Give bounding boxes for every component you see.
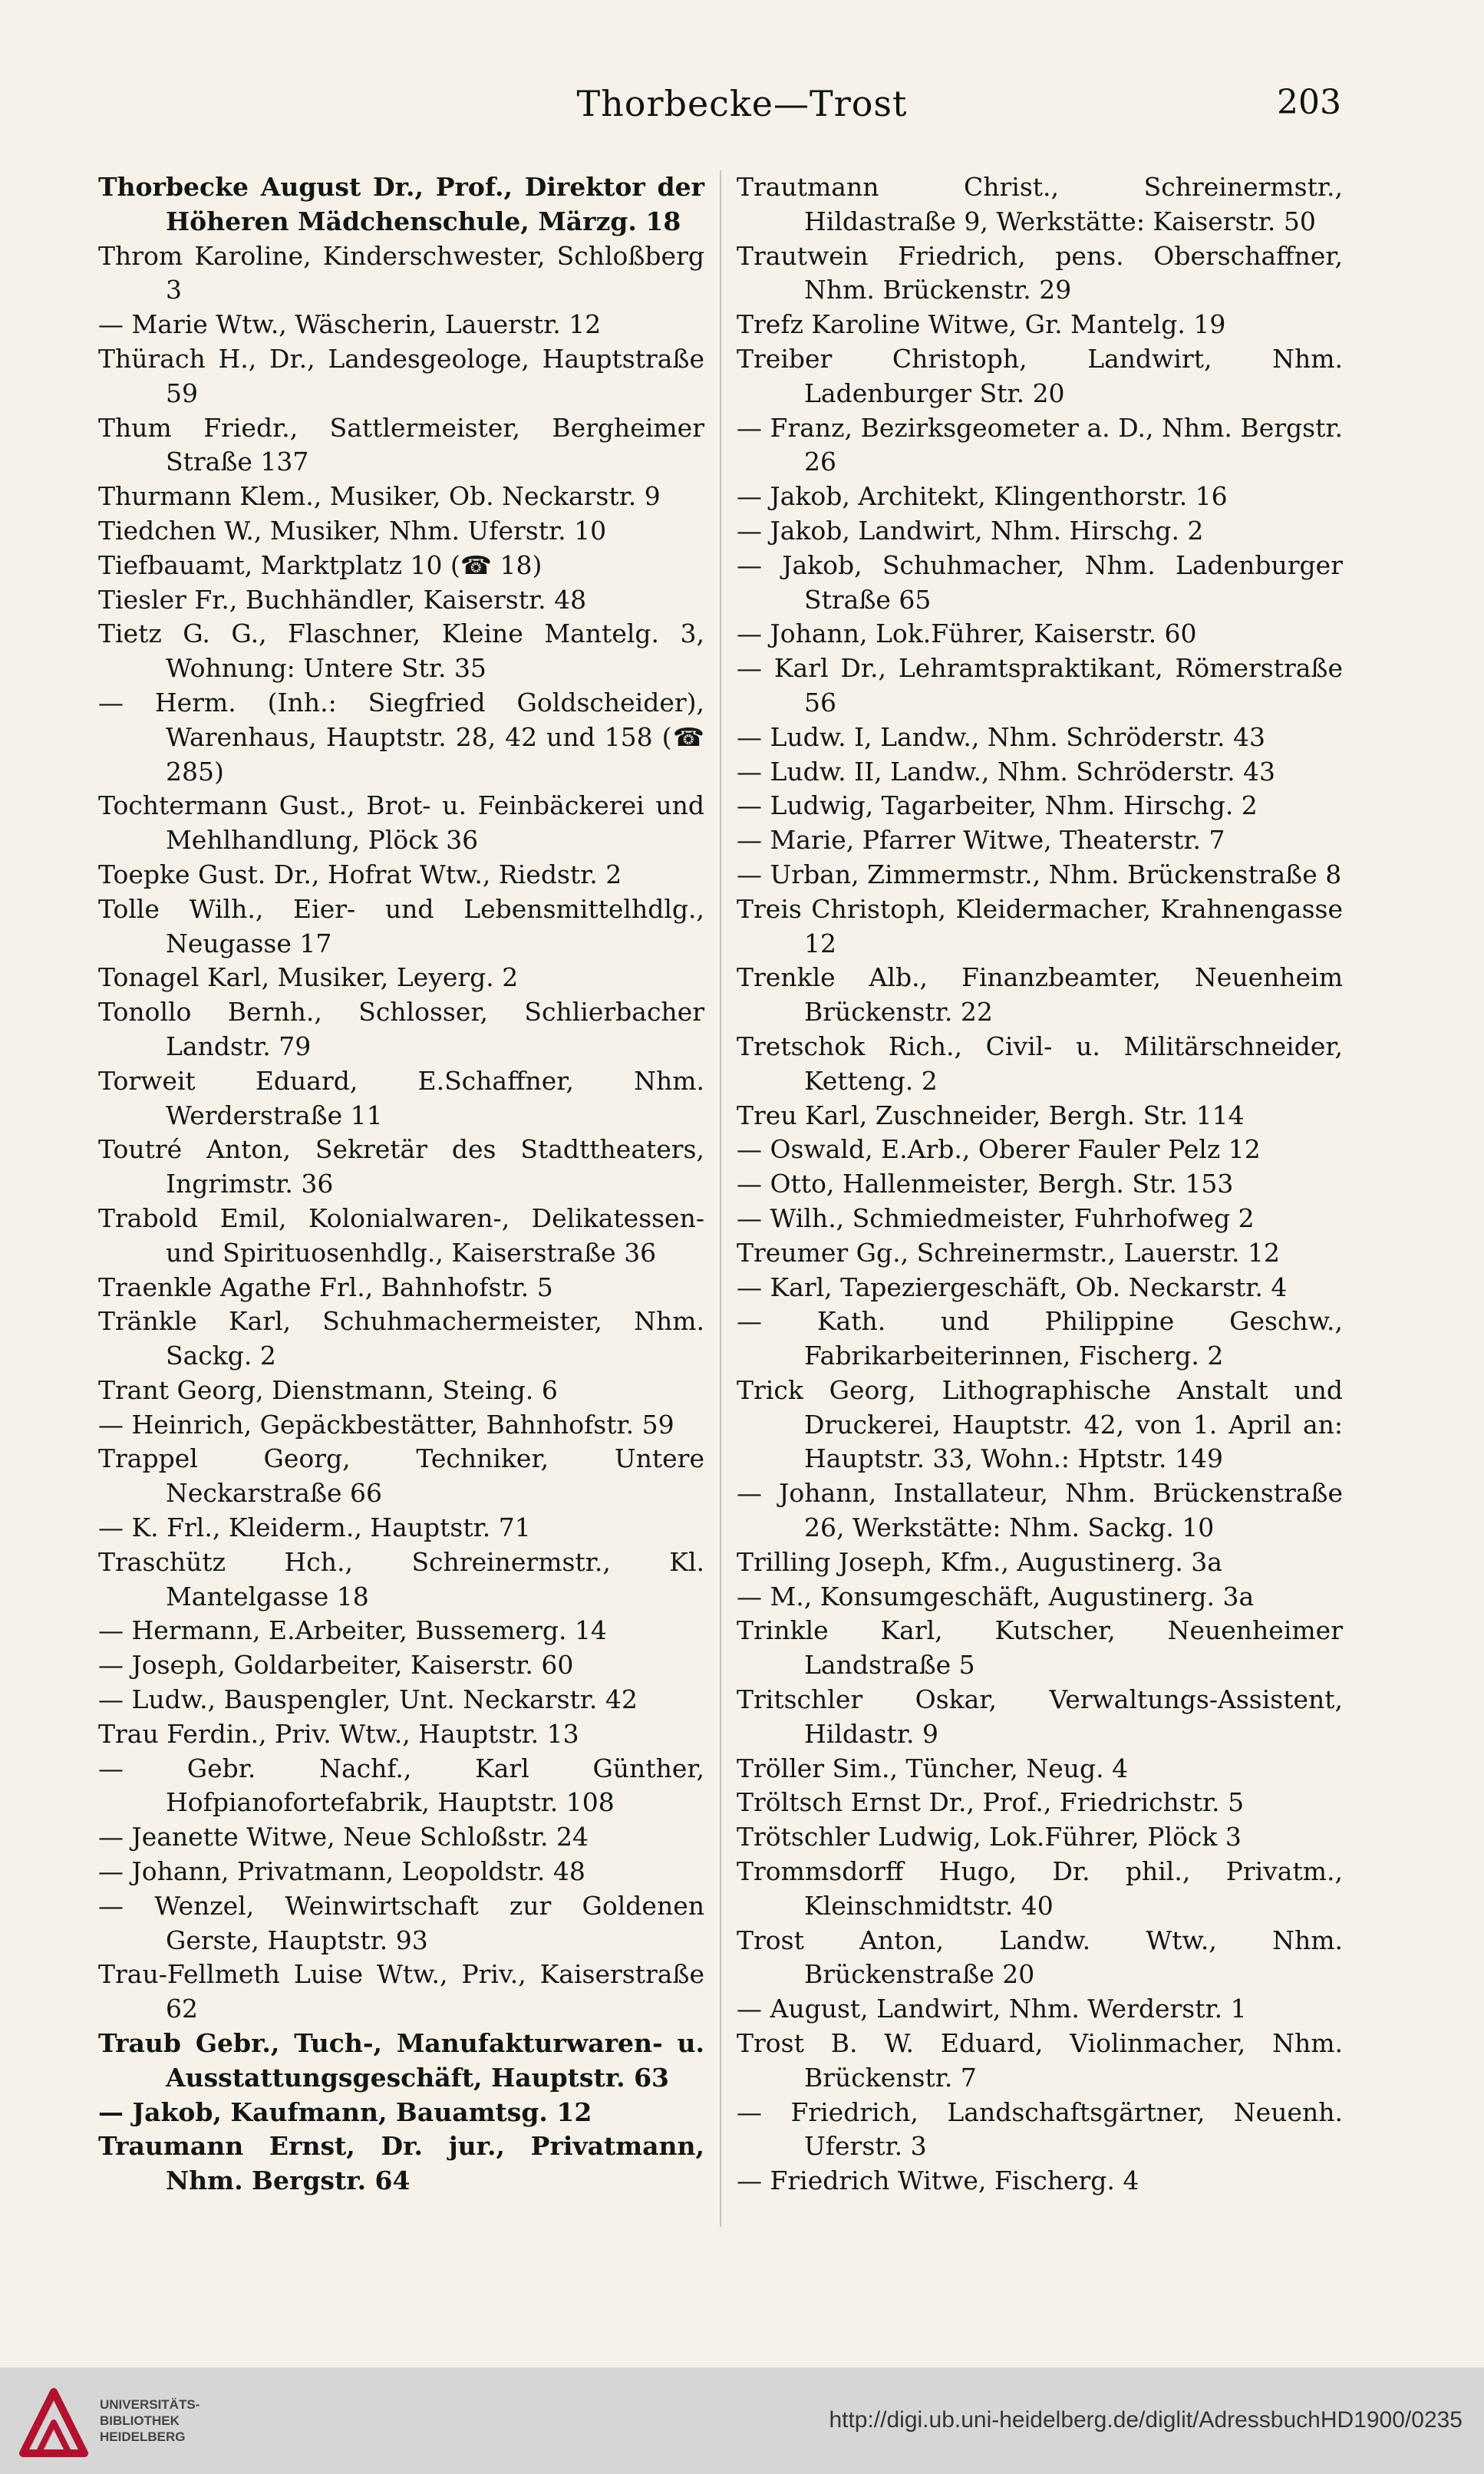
directory-entry: Treu Karl, Zuschneider, Bergh. Str. 114 xyxy=(737,1100,1245,1130)
directory-entry: Treis Christoph, Kleidermacher, Krahnengasse 12 xyxy=(737,893,1343,958)
directory-entry: Traub Gebr., Tuch-, Manufakturwaren- u. Ausstattungsgeschäft, Hauptstr. 63 xyxy=(98,2028,704,2093)
directory-entry: Tritschler Oskar, Verwaltungs-Assistent, Hildastr. 9 xyxy=(737,1684,1343,1749)
directory-entry: — Ludw. I, Landw., Nhm. Schröderstr. 43 xyxy=(737,721,1266,752)
directory-entry: — Heinrich, Gepäckbestätter, Bahnhofstr. 59 xyxy=(98,1409,674,1440)
directory-entry: Trilling Joseph, Kfm., Augustinerg. 3a xyxy=(737,1546,1222,1577)
footer-bar xyxy=(0,2367,1484,2474)
directory-entry: Trefz Karoline Witwe, Gr. Mantelg. 19 xyxy=(737,309,1226,340)
directory-entry: Tochtermann Gust., Brot- u. Feinbäckerei und Mehlhandlung, Plöck 36 xyxy=(98,790,704,856)
directory-entry: Throm Karoline, Kinderschwester, Schloßberg 3 xyxy=(98,240,704,305)
directory-entry: — Oswald, E.Arb., Oberer Fauler Pelz 12 xyxy=(737,1134,1261,1165)
directory-entry: Tiesler Fr., Buchhändler, Kaiserstr. 48 xyxy=(98,584,587,615)
page-header xyxy=(0,83,1484,137)
directory-entry: Trost B. W. Eduard, Violinmacher, Nhm. Brückenstr. 7 xyxy=(737,2028,1343,2093)
directory-entry: Traschütz Hch., Schreinermstr., Kl. Mantelgasse 18 xyxy=(98,1546,704,1611)
directory-entry: — Jakob, Landwirt, Nhm. Hirschg. 2 xyxy=(737,515,1204,546)
directory-entry: Tränkle Karl, Schuhmachermeister, Nhm. Sackg. 2 xyxy=(98,1306,704,1371)
directory-entry: Traumann Ernst, Dr. jur., Privatmann, Nhm. Bergstr. 64 xyxy=(98,2131,704,2196)
directory-entry: — Jakob, Schuhmacher, Nhm. Ladenburger Straße 65 xyxy=(737,549,1343,615)
directory-entry: Trötschler Ludwig, Lok.Führer, Plöck 3 xyxy=(737,1822,1242,1852)
directory-entry: Trabold Emil, Kolonialwaren-, Delikatessen- und Spirituosenhdlg., Kaiserstraße 36 xyxy=(98,1202,704,1268)
directory-entry: — Herm. (Inh.: Siegfried Goldscheider), Warenhaus, Hauptstr. 28, 42 und 158 (☎ 285) xyxy=(98,687,704,787)
page-number: 203 xyxy=(1277,83,1341,122)
directory-entry: Trau-Fellmeth Luise Wtw., Priv., Kaiserstraße 62 xyxy=(98,1959,704,2024)
directory-entry: — Ludw. II, Landw., Nhm. Schröderstr. 43 xyxy=(737,756,1276,787)
library-name-line: UNIVERSITÄTS- xyxy=(100,2397,200,2412)
directory-entry: Trau Ferdin., Priv. Wtw., Hauptstr. 13 xyxy=(98,1718,579,1749)
directory-entry: Tiefbauamt, Marktplatz 10 (☎ 18) xyxy=(98,549,542,580)
directory-entry: Torweit Eduard, E.Schaffner, Nhm. Werderstraße 11 xyxy=(98,1065,704,1130)
left-column xyxy=(98,170,704,2199)
directory-entry: Thorbecke August Dr., Prof., Direktor der Höheren Mädchenschule, Märzg. 18 xyxy=(98,172,704,236)
directory-entry: — Joseph, Goldarbeiter, Kaiserstr. 60 xyxy=(98,1650,574,1681)
directory-entry: — Jakob, Kaufmann, Bauamtsg. 12 xyxy=(98,2096,592,2127)
source-url-link[interactable]: http://digi.ub.uni-heidelberg.de/diglit/AdressbuchHD1900/0235 xyxy=(829,2407,1463,2433)
directory-entry: — Karl Dr., Lehramtspraktikant, Römerstraße 56 xyxy=(737,653,1343,717)
library-name-line: BIBLIOTHEK xyxy=(100,2413,180,2428)
directory-entry: Tiedchen W., Musiker, Nhm. Uferstr. 10 xyxy=(98,515,607,546)
directory-entry: Tonagel Karl, Musiker, Leyerg. 2 xyxy=(98,962,519,993)
directory-entry: — Ludw., Bauspengler, Unt. Neckarstr. 42 xyxy=(98,1684,638,1715)
directory-entry: Treiber Christoph, Landwirt, Nhm. Ladenburger Str. 20 xyxy=(737,343,1343,408)
directory-entry: — Marie Wtw., Wäscherin, Lauerstr. 12 xyxy=(98,309,602,340)
directory-entry: Trinkle Karl, Kutscher, Neuenheimer Landstraße 5 xyxy=(737,1615,1343,1681)
directory-entry: Thum Friedr., Sattlermeister, Bergheimer Straße 137 xyxy=(98,412,704,477)
library-name[interactable] xyxy=(100,2396,200,2445)
directory-entry: — August, Landwirt, Nhm. Werderstr. 1 xyxy=(737,1994,1247,2024)
right-column xyxy=(737,170,1343,2199)
directory-entry: — Gebr. Nachf., Karl Günther, Hofpianofortefabrik, Hauptstr. 108 xyxy=(98,1753,704,1818)
directory-entry: Treumer Gg., Schreinermstr., Lauerstr. 12 xyxy=(737,1237,1280,1268)
directory-entry: — Otto, Hallenmeister, Bergh. Str. 153 xyxy=(737,1169,1234,1199)
directory-entry: Trautmann Christ., Schreinermstr., Hildastraße 9, Werkstätte: Kaiserstr. 50 xyxy=(737,172,1343,236)
directory-entry: — Johann, Lok.Führer, Kaiserstr. 60 xyxy=(737,618,1197,649)
ub-heidelberg-logo-icon[interactable] xyxy=(15,2384,92,2461)
directory-entry: Thurmann Klem., Musiker, Ob. Neckarstr. 9 xyxy=(98,481,661,512)
directory-entry: — Marie, Pfarrer Witwe, Theaterstr. 7 xyxy=(737,825,1225,856)
directory-entry: Tonollo Bernh., Schlosser, Schlierbacher Landstr. 79 xyxy=(98,997,704,1061)
directory-entry: Trost Anton, Landw. Wtw., Nhm. Brückenstraße 20 xyxy=(737,1925,1343,1990)
directory-entry: Toutré Anton, Sekretär des Stadttheaters, Ingrimstr. 36 xyxy=(98,1134,704,1199)
directory-entry: Tolle Wilh., Eier- und Lebensmittelhdlg., Neugasse 17 xyxy=(98,893,704,958)
directory-entry: — Jakob, Architekt, Klingenthorstr. 16 xyxy=(737,481,1228,512)
directory-entry: Trant Georg, Dienstmann, Steing. 6 xyxy=(98,1374,558,1405)
directory-entry: — Friedrich Witwe, Fischerg. 4 xyxy=(737,2166,1139,2196)
directory-entry: Trick Georg, Lithographische Anstalt und Druckerei, Hauptstr. 42, von 1. April an: Hauptstr. 33, Wohn.: Hptstr. 149 xyxy=(737,1374,1343,1474)
directory-entry: Tietz G. G., Flaschner, Kleine Mantelg. 3, Wohnung: Untere Str. 35 xyxy=(98,618,704,684)
directory-entry: — Karl, Tapeziergeschäft, Ob. Neckarstr. 4 xyxy=(737,1272,1288,1302)
directory-entry: Trappel Georg, Techniker, Untere Neckarstraße 66 xyxy=(98,1443,704,1509)
directory-entry: — Ludwig, Tagarbeiter, Nhm. Hirschg. 2 xyxy=(737,790,1258,821)
directory-entry: Trenkle Alb., Finanzbeamter, Neuenheim Brückenstr. 22 xyxy=(737,962,1343,1028)
directory-entry: — Johann, Privatmann, Leopoldstr. 48 xyxy=(98,1856,585,1887)
directory-entry: — Friedrich, Landschaftsgärtner, Neuenh. Uferstr. 3 xyxy=(737,2096,1343,2162)
directory-entry: — Hermann, E.Arbeiter, Bussemerg. 14 xyxy=(98,1615,607,1646)
directory-entry: Toepke Gust. Dr., Hofrat Wtw., Riedstr. 2 xyxy=(98,859,622,889)
directory-entry: Thürach H., Dr., Landesgeologe, Hauptstraße 59 xyxy=(98,343,704,408)
directory-entry: Tretschok Rich., Civil- u. Militärschneider, Ketteng. 2 xyxy=(737,1031,1343,1096)
directory-entry: Tröltsch Ernst Dr., Prof., Friedrichstr. 5 xyxy=(737,1787,1245,1818)
directory-entry: — K. Frl., Kleiderm., Hauptstr. 71 xyxy=(98,1512,531,1543)
directory-entry: — Kath. und Philippine Geschw., Fabrikarbeiterinnen, Fischerg. 2 xyxy=(737,1306,1343,1371)
directory-entry: — Wenzel, Weinwirtschaft zur Goldenen Gerste, Hauptstr. 93 xyxy=(98,1890,704,1955)
directory-entry: — Johann, Installateur, Nhm. Brückenstraße 26, Werkstätte: Nhm. Sackg. 10 xyxy=(737,1478,1343,1543)
column-divider xyxy=(720,170,721,2227)
running-head: Thorbecke—Trost xyxy=(576,83,908,124)
directory-entry: Trautwein Friedrich, pens. Oberschaffner, Nhm. Brückenstr. 29 xyxy=(737,240,1343,305)
directory-entry: — M., Konsumgeschäft, Augustinerg. 3a xyxy=(737,1581,1255,1611)
library-name-line: HEIDELBERG xyxy=(100,2429,186,2444)
directory-entry: — Wilh., Schmiedmeister, Fuhrhofweg 2 xyxy=(737,1202,1255,1233)
directory-entry: Traenkle Agathe Frl., Bahnhofstr. 5 xyxy=(98,1272,553,1302)
directory-entry: — Franz, Bezirksgeometer a. D., Nhm. Bergstr. 26 xyxy=(737,412,1343,477)
directory-entry: — Jeanette Witwe, Neue Schloßstr. 24 xyxy=(98,1822,589,1852)
directory-entry: — Urban, Zimmermstr., Nhm. Brückenstraße 8 xyxy=(737,859,1342,889)
directory-entry: Trommsdorff Hugo, Dr. phil., Privatm., Kleinschmidtstr. 40 xyxy=(737,1856,1343,1921)
directory-entry: Tröller Sim., Tüncher, Neug. 4 xyxy=(737,1753,1129,1783)
